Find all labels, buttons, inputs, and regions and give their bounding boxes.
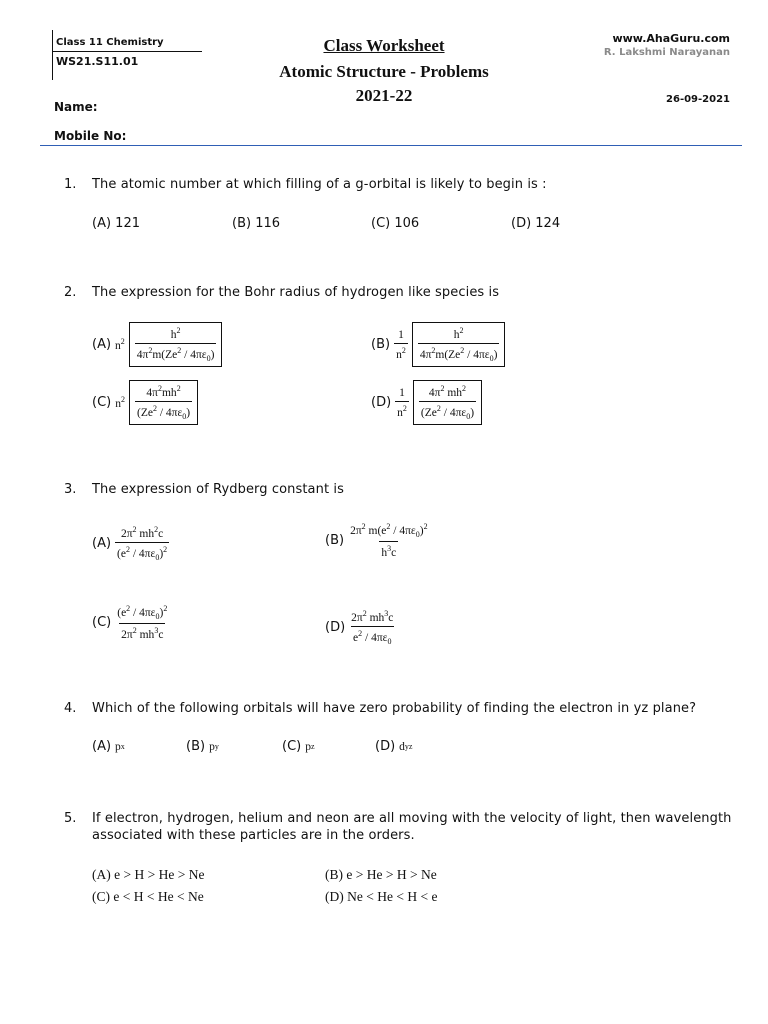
- question-5-option-b: (B) e > He > H > Ne: [325, 867, 437, 882]
- worksheet-title: Class Worksheet: [323, 36, 445, 55]
- question-2-option-a: [92, 322, 222, 367]
- question-4-number: 4.: [64, 701, 77, 716]
- question-5-option-c: (C) e < H < He < Ne: [92, 889, 204, 904]
- option-value: p: [209, 740, 215, 753]
- question-3-option-d: [325, 609, 395, 646]
- option-label: (D): [371, 394, 392, 410]
- option-label: (C): [92, 614, 112, 630]
- formula-fraction: $\frac{h^2}{4\pi^2m(Ze^2 / 4\pi\varepsilon_0)}$: [136, 326, 215, 363]
- question-5-number: 5.: [64, 811, 77, 826]
- question-1-number: 1.: [64, 177, 77, 192]
- question-4-text: Which of the following orbitals will have zero probability of finding the electron in yz plane?: [92, 701, 697, 716]
- formula-fraction: $\frac{h^2}{4\pi^2m(Ze^2 / 4\pi\varepsilon_0)}$: [419, 326, 498, 363]
- question-2-option-d: [371, 380, 482, 425]
- question-4-option-d: [375, 739, 412, 754]
- option-label: (C): [92, 394, 112, 410]
- question-2-option-b: [371, 322, 505, 367]
- question-5-text-line-1: If electron, hydrogen, helium and neon are all moving with the velocity of light, then wavelength: [92, 811, 732, 826]
- question-1-option-d: (D) 124: [511, 216, 561, 231]
- question-2-number: 2.: [64, 285, 77, 300]
- option-label: (B): [186, 739, 206, 754]
- question-1-option-a: (A) 121: [92, 216, 140, 231]
- option-label: (C): [282, 739, 302, 754]
- question-1-option-b: (B) 116: [232, 216, 281, 231]
- formula-bracket: [413, 380, 482, 425]
- option-subscript: x: [120, 742, 125, 751]
- question-2-text: The expression for the Bohr radius of hydrogen like species is: [92, 285, 500, 300]
- mobile-label: Mobile No:: [54, 129, 127, 143]
- worksheet-subtitle: Atomic Structure - Problems: [279, 62, 489, 81]
- course-label: Class 11 Chemistry: [56, 37, 164, 48]
- question-1-text: The atomic number at which filling of a g-orbital is likely to begin is :: [92, 177, 547, 192]
- worksheet-year: 2021-22: [355, 86, 413, 105]
- question-3-text: The expression of Rydberg constant is: [92, 482, 344, 497]
- option-label: (B): [371, 336, 391, 352]
- option-value: p: [115, 740, 121, 753]
- name-label: Name:: [54, 100, 98, 114]
- formula-fraction: $\frac{4\pi^2 mh^2}{(Ze^2 / 4\pi\varepsilon_0)}$: [420, 384, 475, 421]
- question-1-option-c: (C) 106: [371, 216, 420, 231]
- website-text: www.AhaGuru.com: [612, 32, 730, 45]
- question-3-option-c: [92, 604, 169, 641]
- formula-fraction: $\frac{2\pi^2 m(e^2 / 4\pi\varepsilon_0)^2}{h^3c}$: [350, 522, 428, 559]
- option-label: (A): [92, 739, 112, 754]
- option-label: (D): [325, 619, 346, 635]
- formula-fraction: $\frac{2\pi^2 mh^3c}{e^2 / 4\pi\varepsilon_0}$: [351, 609, 394, 646]
- formula-fraction: $\frac{1}{n^2}$: [396, 328, 406, 361]
- question-2-option-c: [92, 380, 198, 425]
- formula-text: $n^2$: [115, 395, 125, 410]
- question-5-option-d: (D) Ne < He < H < e: [325, 889, 438, 904]
- option-value: d: [399, 740, 405, 753]
- question-5-text-line-2: associated with these particles are in the orders.: [92, 828, 415, 843]
- option-label: (D): [375, 739, 396, 754]
- question-4-option-b: [186, 739, 219, 754]
- author-name: R. Lakshmi Narayanan: [603, 47, 730, 58]
- formula-fraction: $\frac{(e^2 / 4\pi\varepsilon_0)^2}{2\pi^2 mh^3c}$: [117, 604, 168, 641]
- option-label: (B): [325, 532, 345, 548]
- header-divider: [40, 145, 742, 146]
- formula-bracket: [129, 322, 223, 367]
- formula-bracket: [129, 380, 198, 425]
- option-subscript: z: [310, 742, 315, 751]
- formula-text: $n^2$: [115, 337, 125, 352]
- option-label: (A): [92, 336, 112, 352]
- formula-fraction: $\frac{1}{n^2}$: [397, 386, 407, 419]
- worksheet-date: 26-09-2021: [666, 94, 730, 105]
- question-3-option-a: [92, 525, 169, 562]
- worksheet-code: WS21.S11.01: [56, 55, 139, 68]
- formula-fraction: $\frac{2\pi^2 mh^2c}{(e^2 / 4\pi\varepsilon_0)^2}$: [117, 525, 168, 562]
- option-subscript: y: [214, 742, 219, 751]
- option-value: p: [305, 740, 311, 753]
- option-label: (A): [92, 535, 112, 551]
- question-4-option-c: [282, 739, 315, 754]
- question-3-option-b: [325, 522, 430, 559]
- formula-bracket: [412, 322, 506, 367]
- formula-fraction: $\frac{4\pi^2mh^2}{(Ze^2 / 4\pi\varepsilon_0)}$: [136, 384, 191, 421]
- question-4-option-a: [92, 739, 125, 754]
- question-3-number: 3.: [64, 482, 77, 497]
- question-5-option-a: (A) e > H > He > Ne: [92, 867, 205, 882]
- option-subscript: yz: [404, 742, 413, 751]
